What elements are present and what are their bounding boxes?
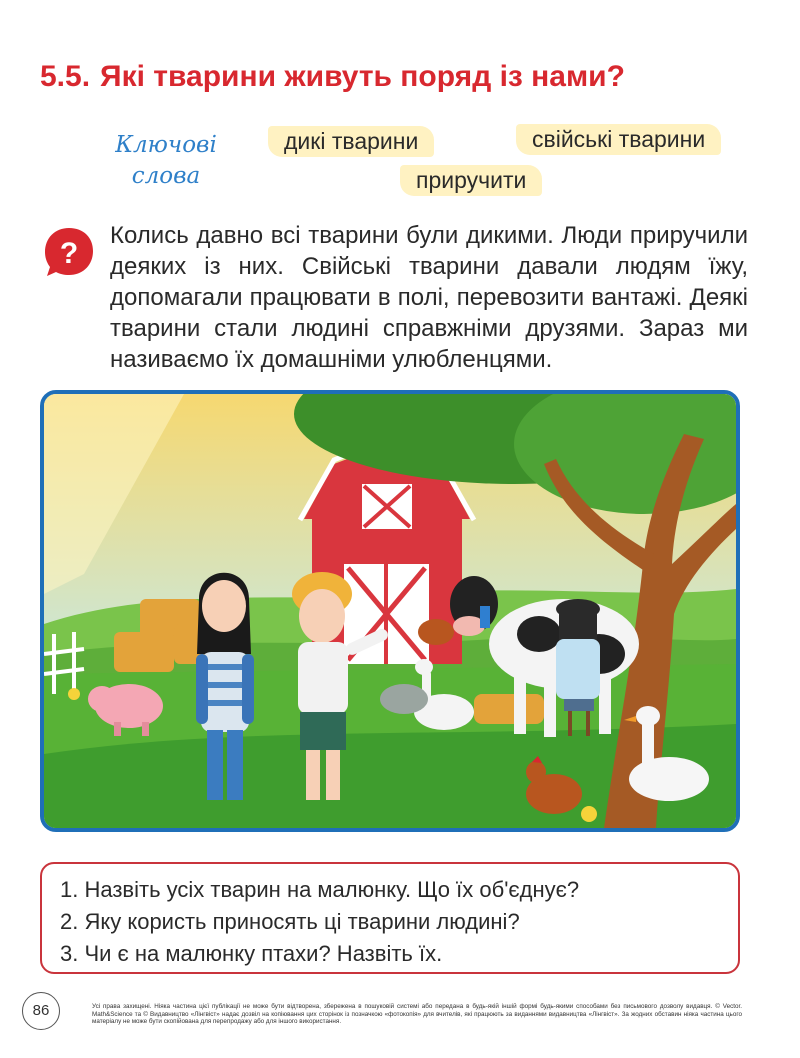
keyword-chip-tame: приручити: [400, 165, 542, 196]
question-3: 3. Чи є на малюнку птахи? Назвіть їх.: [60, 941, 443, 966]
page-number: 86: [22, 992, 60, 1030]
legal-notice: Усі права захищені. Ніяка частина цієї публікації не може бути відтворена, збережена в пошуковій системі або передана в будь-якій іншій формі будь-якими способами без письмового дозволу видавця. © Vector. Math&Science та © Видавництво «Лінгвіст» надає дозвіл на копіювання цих сторінок із позначкою «фотокопія» для вчителів, які працюють за виданнями видавництва «Лінгвіст». За жодних обставин ніяка частина цього матеріалу не може бути скопійована для перепродажу або для іншого використання.: [92, 1003, 742, 1026]
keywords-label-line2: слова: [131, 163, 201, 189]
question-1: 1. Назвіть усіх тварин на малюнку. Що їх об'єднує?: [60, 877, 580, 902]
questions-box: [40, 862, 740, 974]
lesson-title: [40, 60, 625, 94]
question-mark-icon: [42, 225, 96, 279]
question-2: 2. Яку користь приносять ці тварини людині?: [60, 909, 520, 934]
farm-illustration: [40, 390, 740, 832]
keyword-chip-wild: дикі тварини: [268, 126, 434, 157]
keywords-label-line1: Ключові: [115, 132, 217, 158]
lesson-title-text: Які тварини живуть поряд із нами?: [100, 60, 625, 93]
svg-text:?: ?: [59, 237, 79, 270]
intro-paragraph: Колись давно всі тварини були дикими. Люди приручили деяких із них. Свійські тварини давали людям їжу, допомагали працювати в полі, перевозити вантажі. Деякі тварини стали людині справжніми друзями. Зараз ми називаємо їх домашніми улюбленцями.: [110, 222, 748, 373]
lesson-number: 5.5.: [40, 60, 91, 93]
keyword-chip-domestic: свійські тварини: [516, 124, 721, 155]
keywords-label: [106, 130, 226, 192]
